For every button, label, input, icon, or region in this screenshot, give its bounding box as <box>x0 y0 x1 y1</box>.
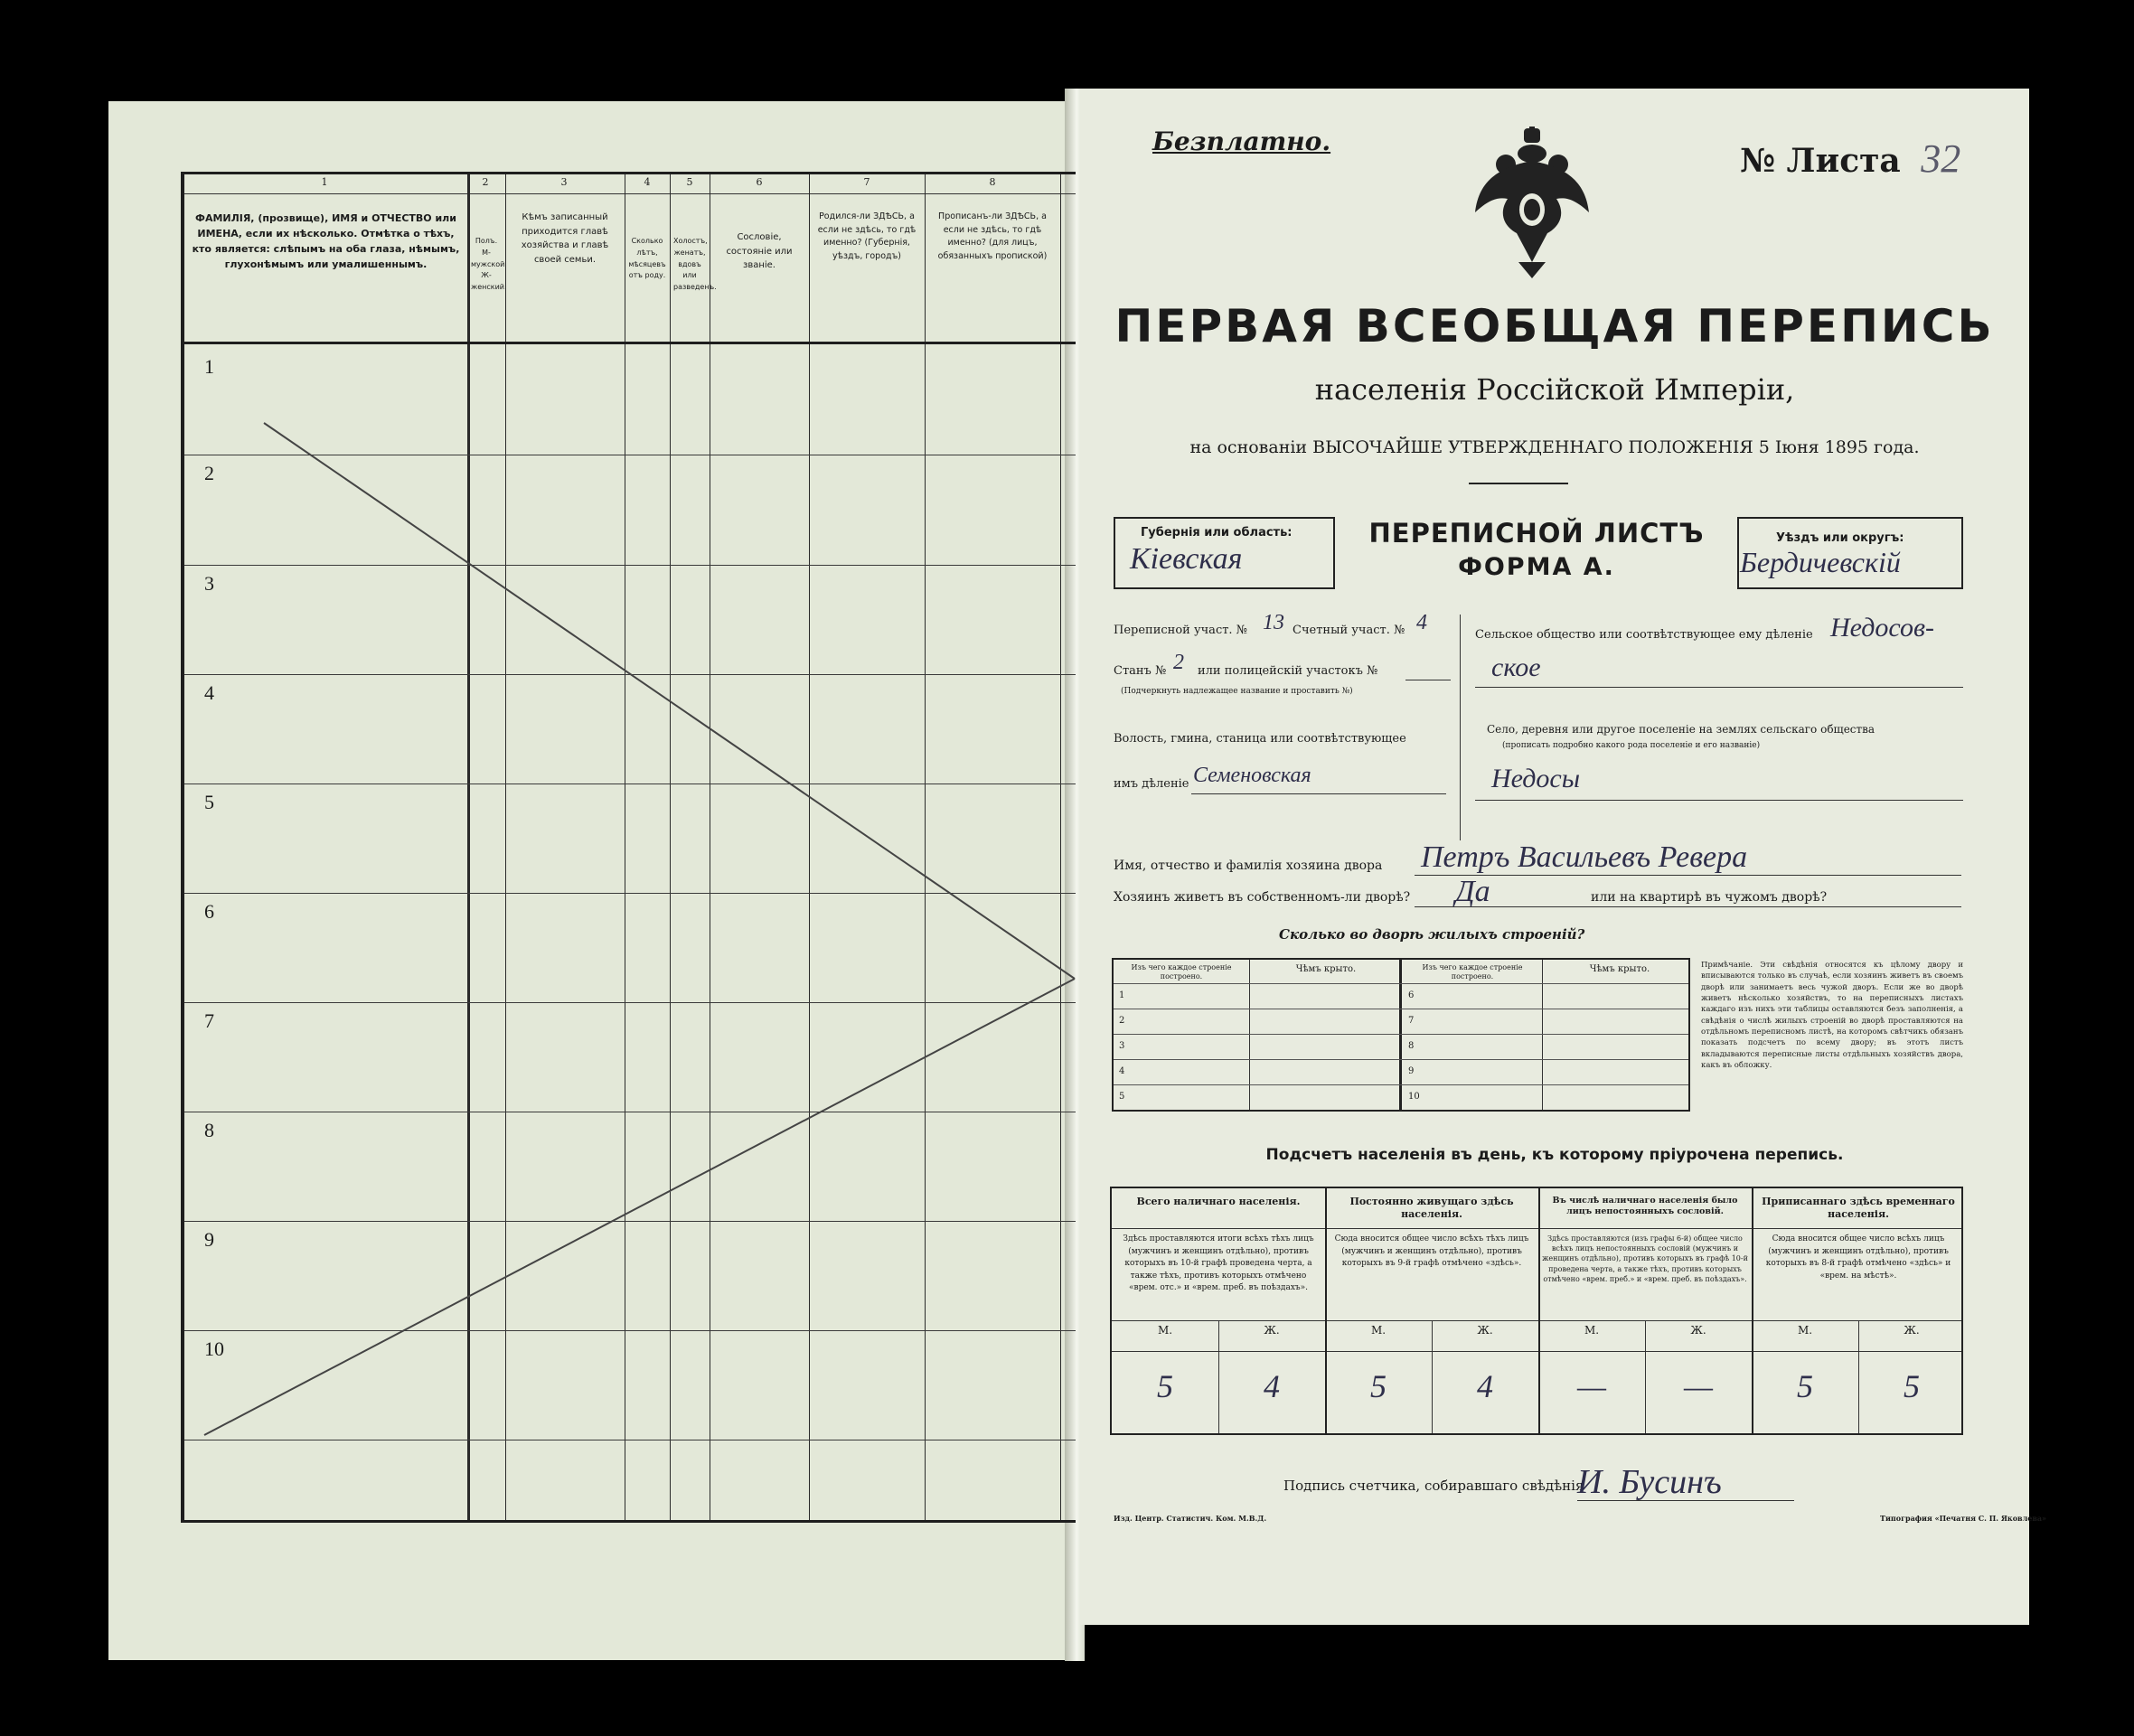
own-house-value: Да <box>1455 875 1490 908</box>
village-note: (прописать подробно какого рода поселеніе и его названіе) <box>1502 741 1761 750</box>
row-number: 1 <box>204 355 214 378</box>
legal-basis: на основаніи ВЫСОЧАЙШЕ УТВЕРЖДЕННАГО ПОЛОЖЕНІЯ 5 Іюня 1895 года. <box>1189 437 1920 457</box>
header-relation: Кѣмъ записанный приходится главѣ хозяйства и главѣ своей семьи. <box>521 212 609 265</box>
form-title: ПЕРЕПИСНОЙ ЛИСТЪ <box>1368 518 1705 549</box>
strike-line <box>204 979 1075 1435</box>
building-row-number: 5 <box>1119 1092 1125 1102</box>
census-district-label: Переписной участ. № <box>1114 624 1247 637</box>
count-value: 5 <box>1904 1368 1920 1404</box>
buildings-header-roof: Чѣмъ крыто. <box>1295 964 1357 974</box>
society-value-1: Недосов- <box>1830 613 1934 643</box>
uezd-label: Уѣздъ или округъ: <box>1776 531 1904 545</box>
society-label: Сельское общество или соотвѣтствующее ему дѣленіе <box>1475 628 1813 642</box>
table-rule <box>1112 1351 1961 1352</box>
column-number: 7 <box>863 176 870 188</box>
row-number: 10 <box>204 1337 224 1360</box>
sex-label: Ж. <box>1904 1324 1920 1337</box>
table-divider <box>1249 960 1250 1110</box>
table-rule <box>1112 1228 1961 1229</box>
building-row-number: 8 <box>1408 1041 1415 1051</box>
row-number: 2 <box>204 462 214 484</box>
header-birthplace: Родился-ли ЗДѢСЬ, а если не здѣсь, то гдѣ именно? (Губернія, уѣздъ, городъ) <box>817 211 917 262</box>
owner-label: Имя, отчество и фамилія хозяина двора <box>1114 859 1383 873</box>
volost-label: Волость, гмина, станица или соотвѣтствующее <box>1114 732 1406 746</box>
count-desc: Сюда вносится общее число всѣхъ тѣхъ лицъ (мужчинъ и женщинъ отдѣльно), противъ которыхъ въ 9-й графѣ отмѣчено «здѣсь». <box>1334 1234 1529 1268</box>
own-house-label: Хозяинъ живетъ въ собственномъ-ли дворѣ? <box>1114 890 1411 905</box>
header-sex: Полъ. М-мужской. Ж-женский. <box>471 237 507 292</box>
owner-value: Петръ Васильевъ Реверa <box>1421 840 1748 874</box>
count-value: 5 <box>1157 1368 1173 1404</box>
uezd-value: Бердичевскій <box>1740 546 1901 578</box>
counting-district-label: Счетный участ. № <box>1293 624 1405 637</box>
count-title: Подсчетъ населенія въ день, къ которому пріурочена перепись. <box>1265 1146 1844 1164</box>
sex-label: М. <box>1370 1324 1387 1337</box>
row-number: 5 <box>204 791 214 813</box>
buildings-header-material: Изъ чего каждое строеніе построено. <box>1131 963 1232 981</box>
count-value: — <box>1683 1368 1713 1404</box>
sheet-value: 32 <box>1921 136 1961 181</box>
building-row-number: 1 <box>1119 990 1125 1000</box>
sex-label: М. <box>1157 1324 1173 1337</box>
document-subtitle: населенія Россійской Имперіи, <box>1314 372 1795 407</box>
count-desc: Здѣсь проставляются итоги всѣхъ тѣхъ лицъ (мужчинъ и женщинъ отдѣльно), противъ которыхъ въ 10-й графѣ проведена черта, а также тѣхъ, противъ которыхъ отмѣчено «врем. отс.» и «врем. преб. въ поѣздахъ». <box>1123 1234 1314 1292</box>
signature-label: Подпись счетчика, собиравшаго свѣдѣнія <box>1283 1478 1584 1494</box>
free-label: Безплатно. <box>1152 127 1331 156</box>
document-title: ПЕРВАЯ ВСЕОБЩАЯ ПЕРЕПИСЬ <box>1114 300 1995 352</box>
publisher-footer: Изд. Центр. Статистич. Ком. М.В.Д. <box>1114 1514 1267 1523</box>
column-number: 4 <box>644 176 651 188</box>
blank-line <box>1191 793 1446 794</box>
building-row-number: 4 <box>1119 1066 1125 1076</box>
table-rule <box>1114 1034 1688 1035</box>
buildings-header-material: Изъ чего каждое строеніе построено. <box>1422 963 1523 981</box>
stan-label: Станъ № <box>1114 664 1167 678</box>
left-page-grid <box>181 172 1076 1523</box>
census-district-value: 13 <box>1263 611 1284 634</box>
village-value: Недосы <box>1491 764 1581 793</box>
table-rule <box>1114 983 1688 984</box>
building-row-number: 6 <box>1408 990 1415 1000</box>
blank-line <box>1475 687 1963 688</box>
count-desc: Здѣсь проставляются (изъ графы 6-й) общее число всѣхъ лицъ непостоянныхъ сословій (мужчинъ и женщинъ отдѣльно), противъ которыхъ въ графѣ 10-й проведена черта, а также тѣхъ, противъ которыхъ отмѣчено «врем. преб.» и «врем. преб. въ поѣздахъ». <box>1542 1234 1748 1283</box>
column-number: 3 <box>560 176 568 188</box>
building-row-number: 2 <box>1119 1016 1125 1026</box>
column-number: 6 <box>756 176 763 188</box>
column-number: 5 <box>686 176 693 188</box>
count-value: 4 <box>1264 1368 1280 1404</box>
table-divider <box>1399 960 1402 1110</box>
police-label: или полицейскій участокъ № <box>1198 664 1378 678</box>
count-header-nonpermanent: Въ числѣ наличнаго населенія было лицъ непостоянныхъ сословій. <box>1552 1196 1738 1217</box>
sheet-number <box>1740 136 1960 182</box>
count-desc: Сюда вносится общее число всѣхъ лицъ (мужчинъ и женщинъ отдѣльно), противъ которыхъ въ 8-й графѣ отмѣчено «здѣсь» и «врем. на мѣстѣ». <box>1765 1234 1951 1281</box>
volost-label-2: имъ дѣленіе <box>1114 777 1189 791</box>
header-registration: Прописанъ-ли ЗДѢСЬ, а если не здѣсь, то гдѣ именно? (для лицъ, обязанныхъ пропиской) <box>937 211 1048 262</box>
strike-line <box>264 423 1075 979</box>
village-label: Село, деревня или другое поселеніе на землях сельскаго общества <box>1487 723 1875 736</box>
row-number: 8 <box>204 1119 214 1141</box>
row-number: 3 <box>204 572 214 595</box>
table-divider <box>1542 960 1543 1110</box>
table-rule <box>1112 1320 1961 1321</box>
blank-line <box>1415 906 1961 907</box>
column-number: 8 <box>989 176 996 188</box>
count-value: 5 <box>1797 1368 1813 1404</box>
header-age: Сколько лѣтъ, мѣсяцевъ отъ роду. <box>628 237 666 280</box>
count-header-permanent: Постоянно живущаго здѣсь населенія. <box>1349 1196 1514 1221</box>
stan-value: 2 <box>1173 651 1184 674</box>
count-header-registered: Приписаннаго здѣсь временнаго населенія. <box>1762 1196 1955 1221</box>
header-estate: Сословіе, состояніе или званіе. <box>726 232 793 270</box>
buildings-note: Примѣчаніе. Эти свѣдѣнія относятся къ цѣлому двору и вписываются только въ случаѣ, если хозяинъ живетъ въ своемъ дворѣ или занимаетъ весь чужой дворъ. Если же во дворѣ живетъ нѣсколько хозяйствъ, то на переписныхъ листахъ каждаго изъ нихъ эти таблицы оставляются безъ заполненія, а свѣдѣнія о числѣ жилыхъ строеній во дворѣ проставляются на отдѣльномъ переписномъ листѣ, на которомъ свѣтчикъ обязанъ показать подсчетъ по всему двору; въ этотъ листъ вкладываются переписные листы отдѣльныхъ хозяйствъ двора, какъ въ обложку. <box>1701 961 1963 1070</box>
form-subtitle: ФОРМА А. <box>1458 553 1615 581</box>
counting-district-value: 4 <box>1416 611 1427 634</box>
count-value: — <box>1576 1368 1606 1404</box>
signature-value: И. Бусинъ <box>1577 1463 1722 1501</box>
blank-line <box>1577 1500 1794 1501</box>
column-number: 1 <box>321 176 328 188</box>
buildings-question: Сколько во дворѣ жилыхъ строеній? <box>1279 926 1585 943</box>
count-header-present: Всего наличнаго населенія. <box>1136 1196 1301 1207</box>
stan-note: (Подчеркнуть надлежащее название и проставить №) <box>1121 687 1353 696</box>
gubernia-value: Кіевская <box>1130 542 1243 576</box>
volost-value: Семеновская <box>1193 764 1311 787</box>
header-name: ФАМИЛІЯ, (прозвище), ИМЯ и ОТЧЕСТВО или ИМЕНА, если их нѣсколько. Отмѣтка о тѣхъ, кто является: слѣпымъ на оба глаза, нѣмымъ, глухонѣмымъ или умалишеннымъ. <box>192 212 460 271</box>
header-marital: Холостъ, женатъ, вдовъ или разведенъ. <box>673 237 717 292</box>
blank-line <box>1415 875 1961 876</box>
society-value-2: ское <box>1491 652 1541 682</box>
gubernia-label: Губернія или область: <box>1141 526 1293 540</box>
row-number: 4 <box>204 681 214 704</box>
sex-label: Ж. <box>1477 1324 1493 1337</box>
building-row-number: 10 <box>1408 1092 1420 1102</box>
row-number: 7 <box>204 1009 214 1032</box>
own-house-alt: или на квартирѣ въ чужомъ дворѣ? <box>1591 890 1828 905</box>
table-rule <box>1114 1084 1688 1085</box>
sex-label: М. <box>1797 1324 1813 1337</box>
printer-footer: Типография «Печатня С. П. Яковлева» <box>1880 1514 2047 1523</box>
building-row-number: 3 <box>1119 1041 1125 1051</box>
building-row-number: 9 <box>1408 1066 1415 1076</box>
section-divider <box>1460 615 1461 840</box>
table-rule <box>1114 1059 1688 1060</box>
blank-line <box>1475 800 1963 801</box>
sex-label: М. <box>1584 1324 1600 1337</box>
row-number: 9 <box>204 1228 214 1251</box>
double-headed-eagle-icon <box>1471 127 1593 280</box>
count-value: 5 <box>1370 1368 1387 1404</box>
sex-label: Ж. <box>1264 1324 1280 1337</box>
buildings-header-roof: Чѣмъ крыто. <box>1589 964 1650 974</box>
cross-out-lines <box>184 174 1079 1525</box>
row-number: 6 <box>204 900 214 923</box>
count-value: 4 <box>1477 1368 1493 1404</box>
buildings-table <box>1112 958 1690 1112</box>
building-row-number: 7 <box>1408 1016 1415 1026</box>
column-number: 2 <box>482 176 489 188</box>
population-count-table <box>1110 1187 1963 1435</box>
ornament-divider <box>1469 483 1568 484</box>
sheet-label: № Листа <box>1740 142 1901 180</box>
sex-label: Ж. <box>1690 1324 1706 1337</box>
